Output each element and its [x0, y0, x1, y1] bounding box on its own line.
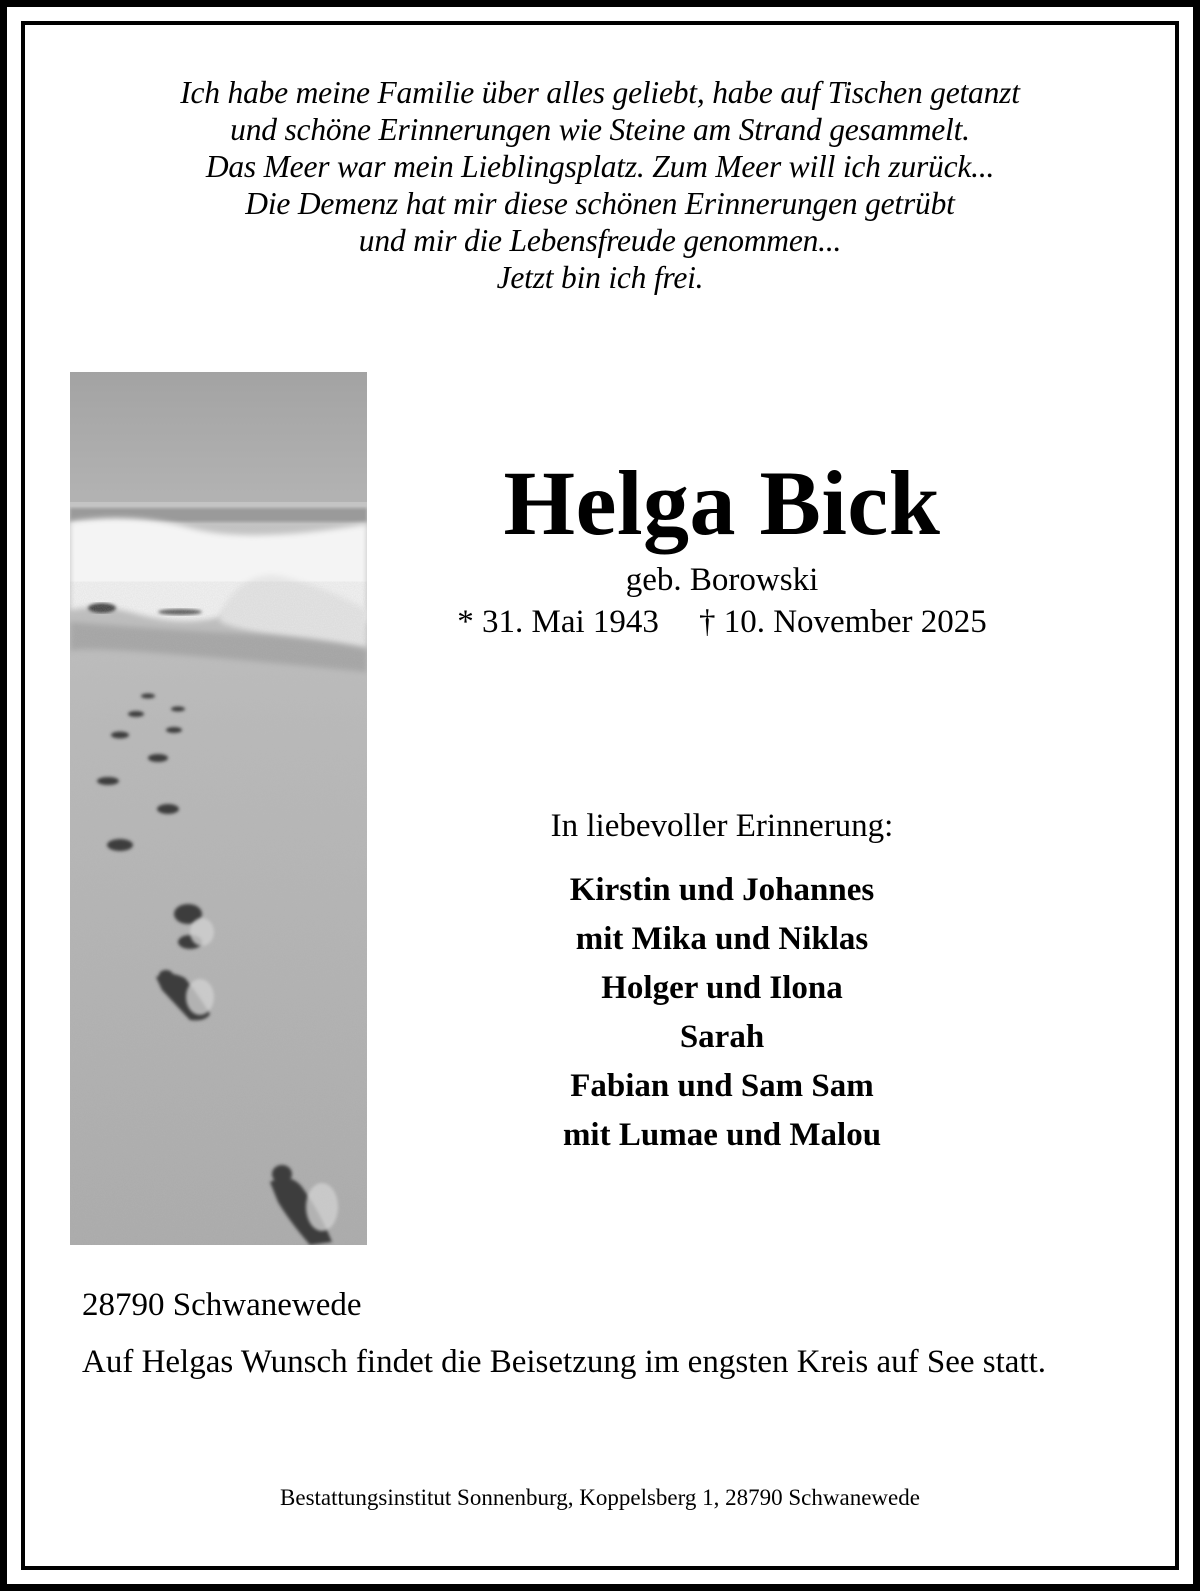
deceased-name: Helga Bick	[503, 452, 941, 554]
mourner-line: Sarah	[679, 1019, 765, 1055]
poem-quote	[0, 74, 1200, 296]
maiden-name: geb. Borowski	[625, 562, 819, 598]
mourner-line: Fabian und Sam Sam	[570, 1068, 874, 1104]
poem-line: Ich habe meine Familie über alles geliebt, habe auf Tischen getanzt	[180, 75, 1020, 110]
deceased-info	[380, 448, 1064, 644]
death-date: † 10. November 2025	[698, 604, 987, 640]
poem-line: und mir die Lebensfreude genommen...	[358, 223, 842, 258]
mourner-line: mit Lumae und Malou	[562, 1117, 882, 1153]
poem-line: Die Demenz hat mir diese schönen Erinnerungen getrübt	[245, 186, 955, 221]
remembrance-heading: In liebevoller Erinnerung:	[550, 808, 894, 844]
poem-line: Das Meer war mein Lieblingsplatz. Zum Meer will ich zurück...	[205, 149, 995, 184]
undertaker-address: Bestattungsinstitut Sonnenburg, Koppelsberg 1, 28790 Schwanewede	[280, 1485, 920, 1510]
location-text: 28790 Schwanewede	[82, 1287, 362, 1323]
burial-note: Auf Helgas Wunsch findet die Beisetzung im engsten Kreis auf See statt.	[82, 1344, 1046, 1380]
mourner-line: mit Mika und Niklas	[575, 921, 869, 957]
poem-line: und schöne Erinnerungen wie Steine am Strand gesammelt.	[230, 112, 970, 147]
mourner-line: Kirstin und Johannes	[569, 872, 875, 908]
birth-date: * 31. Mai 1943	[457, 604, 659, 640]
mourners-list	[380, 866, 1064, 1160]
life-dates	[380, 600, 1064, 644]
mourner-line: Holger und Ilona	[601, 970, 843, 1006]
beach-footprints-photo	[70, 372, 367, 1245]
poem-line: Jetzt bin ich frei.	[496, 260, 704, 295]
